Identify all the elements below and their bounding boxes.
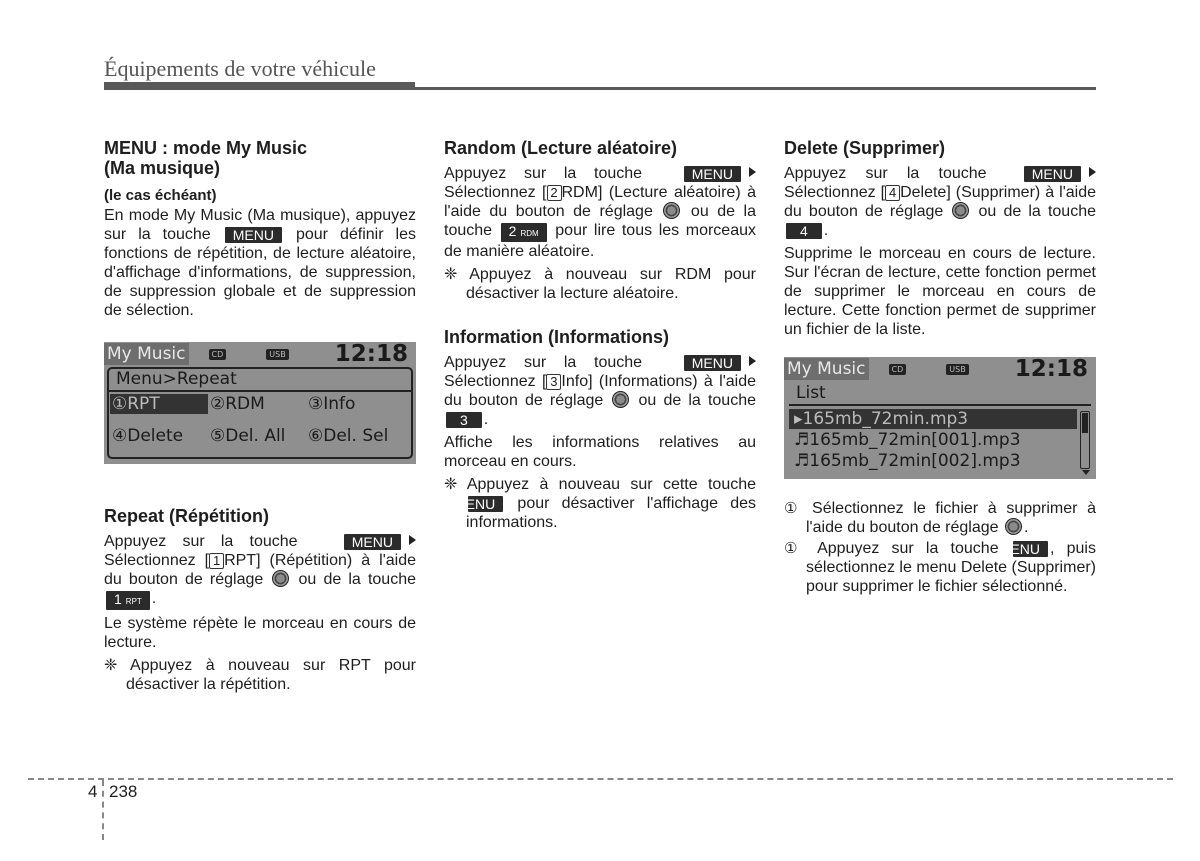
menu-key: MENU <box>1013 541 1048 557</box>
page-number: 238 <box>109 782 138 801</box>
page-header-title: Équipements de votre véhicule <box>104 56 376 81</box>
lcd-clock: 12:18 <box>334 341 408 367</box>
lcd-menu-item: ⑤Del. All <box>210 426 286 446</box>
column-2 <box>444 138 756 532</box>
delete-description: Supprime le morceau en cours de lecture. Sur l'écran de lecture, cette fonction permet de supprimer le morceau en cours de lecture. Cette fonction permet de supprimer un fichier de la liste. <box>784 245 1096 338</box>
arrow-right-icon <box>749 167 756 177</box>
info-instructions: Appuyez sur la touche MENU Sélectionnez [ 3 Info] (Informations) à l'aide du bouton de réglage ou de la touche 3 . <box>444 354 756 428</box>
footer-rule <box>28 778 1173 780</box>
music-note-icon: ♬ <box>794 451 810 471</box>
lcd-path: List <box>796 383 826 403</box>
number-3-icon: 3 <box>546 374 561 390</box>
section-subtitle: (le cas échéant) <box>104 187 217 204</box>
number-1-icon: 1 <box>209 553 224 569</box>
lcd-scrollbar-thumb <box>1082 413 1088 433</box>
lcd-path: Menu>Repeat <box>116 369 237 389</box>
usb-badge: USB <box>946 364 968 375</box>
menu-key: MENU <box>468 496 503 512</box>
arrow-right-icon <box>409 535 416 545</box>
lcd-menu-item: ①RPT <box>112 394 160 414</box>
step-marker-icon: ① <box>784 500 813 517</box>
usb-badge: USB <box>266 349 288 360</box>
section-title-info: Information (Informations) <box>444 327 669 347</box>
lcd-file-item: ♬165mb_72min[001].mp3 <box>794 430 1021 450</box>
play-icon: ▸ <box>794 409 803 429</box>
lcd-divider <box>789 404 1091 406</box>
lcd-scrollbar <box>1080 411 1090 469</box>
lcd-file-item: ♬165mb_72min[002].mp3 <box>794 451 1021 471</box>
note-icon: ❈ <box>444 476 467 493</box>
delete-step-2: ① Appuyez sur la touche MENU , puis sélectionnez le menu Delete (Supprimer) pour supprimer le fichier sélectionné. <box>784 540 1096 595</box>
repeat-description: Le système répète le morceau en cours de lecture. <box>104 615 416 651</box>
tune-knob-icon <box>612 391 629 408</box>
footer-rule-vertical <box>102 780 104 840</box>
chapter-number: 4 <box>88 782 98 801</box>
section-title-random: Random (Lecture aléatoire) <box>444 138 678 158</box>
tune-knob-icon <box>663 202 680 219</box>
header-rule-thin <box>415 87 1096 90</box>
number-4-icon: 4 <box>885 185 900 201</box>
delete-instructions: Appuyez sur la touche MENU Sélectionnez [ 4 Delete] (Supprimer) à l'aide du bouton de réglage ou de la touche 4 . <box>784 165 1097 239</box>
lcd-menu-item: ④Delete <box>112 426 184 446</box>
lcd-menu-item: ⑥Del. Sel <box>308 426 389 446</box>
lcd-menu-item: ②RDM <box>210 394 265 414</box>
number-2-icon: 2 <box>547 185 562 201</box>
music-note-icon: ♬ <box>794 430 810 450</box>
menu-key: MENU <box>225 227 282 243</box>
note-icon: ❈ <box>444 266 470 283</box>
intro-paragraph: En mode My Music (Ma musique), appuyez sur la touche MENU pour définir les fonctions de répétition, de lecture aléatoire, d'affichage d'informations, de suppression, de suppression globale et de suppression de sélection. <box>104 207 416 319</box>
random-instructions: Appuyez sur la touche MENU Sélectionnez [ 2 RDM] (Lecture aléatoire) à l'aide du bouton de réglage ou de la touche 2 RDM pour lire tous les morceaux de manière aléatoire. <box>444 165 757 260</box>
cd-badge: CD <box>889 364 907 375</box>
lcd-app-label: My Music <box>784 358 869 380</box>
arrow-right-icon <box>749 356 756 366</box>
lcd-menu-item: ③Info <box>308 394 356 414</box>
column-3 <box>784 138 1096 596</box>
rdm-key: 2 RDM <box>501 223 547 242</box>
menu-key: MENU <box>1024 166 1081 182</box>
note-icon: ❈ <box>104 657 131 674</box>
delete-step-1: ① Sélectionnez le fichier à supprimer à l'aide du bouton de réglage . <box>784 500 1097 536</box>
lcd-clock: 12:18 <box>1014 356 1088 382</box>
menu-key: MENU <box>684 166 741 182</box>
section-title-repeat: Repeat (Répétition) <box>104 506 270 526</box>
tune-knob-icon <box>952 202 969 219</box>
random-note: ❈ Appuyez à nouveau sur RDM pour désactiver la lecture aléatoire. <box>444 266 757 302</box>
arrow-right-icon <box>1089 167 1096 177</box>
cd-badge: CD <box>209 349 227 360</box>
tune-knob-icon <box>1005 518 1022 535</box>
tune-knob-icon <box>272 570 289 587</box>
info-key: 3 <box>446 412 482 428</box>
menu-key: MENU <box>684 355 741 371</box>
header-rule <box>104 82 415 90</box>
delete-key: 4 <box>786 223 822 239</box>
lcd-screen-repeat <box>104 342 416 464</box>
repeat-instructions: Appuyez sur la touche MENU Sélectionnez [ 1 RPT] (Répétition) à l'aide du bouton de réglage ou de la touche 1 RPT . <box>104 532 416 610</box>
section-title-menu: MENU : mode My Music (Ma musique) <box>104 138 308 178</box>
info-note: ❈ Appuyez à nouveau sur cette touche MENU pour désactiver l'affichage des informations. <box>444 476 757 531</box>
column-1 <box>104 138 416 694</box>
lcd-screen-list <box>784 357 1096 479</box>
lcd-divider <box>109 390 411 392</box>
repeat-note: ❈ Appuyez à nouveau sur RPT pour désactiver la répétition. <box>104 657 416 693</box>
scroll-down-icon <box>1082 470 1090 475</box>
menu-key: MENU <box>344 534 401 550</box>
rpt-key: 1 RPT <box>106 591 150 610</box>
lcd-file-item: ▸165mb_72min.mp3 <box>794 409 969 429</box>
section-title-delete: Delete (Supprimer) <box>784 138 946 158</box>
step-marker-icon: ① <box>784 540 818 557</box>
info-description: Affiche les informations relatives au morceau en cours. <box>444 434 756 470</box>
lcd-app-label: My Music <box>104 343 189 365</box>
